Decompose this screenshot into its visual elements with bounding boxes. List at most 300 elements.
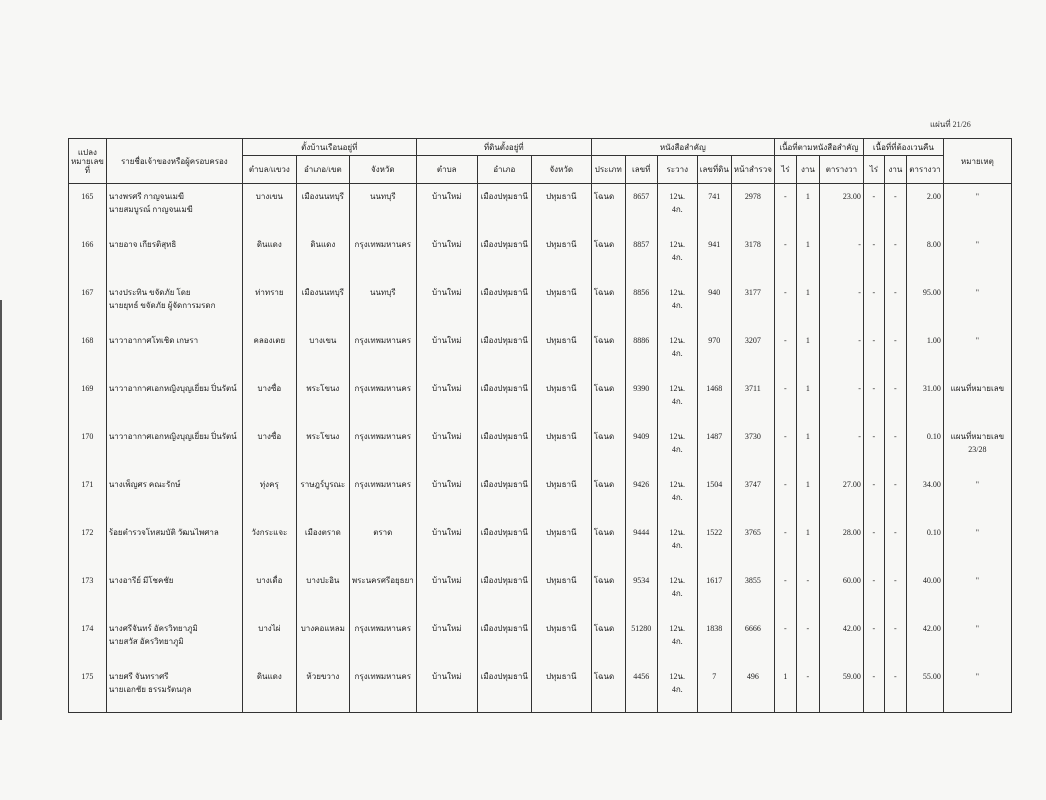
- cell-res-amphoe: เมืองนนทบุรี: [296, 280, 349, 328]
- cell-land-tambon: บ้านใหม่: [416, 184, 477, 233]
- cell-exp-rai: -: [863, 664, 884, 713]
- owner-line: นายสวัส อัครวิทยาภูมิ: [108, 637, 184, 646]
- cell-res-province: นนทบุรี: [349, 280, 416, 328]
- owner-line: นายสมบูรณ์ กาญจนเมฆี: [108, 205, 193, 214]
- cell-remark: [943, 472, 1011, 520]
- header-res-province: จังหวัด: [349, 156, 416, 184]
- cell-remark: [943, 376, 1011, 424]
- cell-land-no: 941: [697, 232, 731, 280]
- cell-survey: 3747: [731, 472, 774, 520]
- cell-rai: 1: [774, 664, 796, 713]
- cell-exp-rai: -: [863, 568, 884, 616]
- cell-res-tambon: บางเขน: [242, 184, 296, 233]
- header-area-expropriated: เนื้อที่ที่ต้องเวนคืน: [863, 139, 943, 156]
- cell-land-tambon: บ้านใหม่: [416, 232, 477, 280]
- cell-land-no: 940: [697, 280, 731, 328]
- sheet-line: 12น.: [669, 672, 685, 681]
- cell-rai: -: [774, 376, 796, 424]
- table-row: [69, 520, 1012, 568]
- sheet-line: 4ก.: [671, 205, 683, 214]
- owner-line: นางศรีจันทร์ อัครวิทยาภูมิ: [108, 624, 198, 633]
- cell-survey: 3177: [731, 280, 774, 328]
- cell-exp-rai: -: [863, 520, 884, 568]
- cell-owner: [106, 280, 242, 328]
- cell-res-tambon: ท่าทราย: [242, 280, 296, 328]
- cell-res-tambon: ทุ่งครุ: [242, 472, 296, 520]
- cell-owner: [106, 184, 242, 233]
- cell-ngan: -: [796, 616, 819, 664]
- cell-survey: 6666: [731, 616, 774, 664]
- cell-exp-ngan: -: [884, 184, 906, 233]
- sheet-line: 4ก.: [671, 493, 683, 502]
- cell-res-amphoe: ดินแดง: [296, 232, 349, 280]
- cell-exp-wa: 8.00: [906, 232, 943, 280]
- cell-survey: 3178: [731, 232, 774, 280]
- cell-exp-rai: -: [863, 616, 884, 664]
- cell-land-amphoe: เมืองปทุมธานี: [477, 376, 531, 424]
- cell-land-province: ปทุมธานี: [531, 280, 591, 328]
- cell-owner: [106, 328, 242, 376]
- owner-line: นางพรศรี กาญจนเมฆี: [108, 192, 184, 201]
- cell-exp-wa: 40.00: [906, 568, 943, 616]
- cell-exp-ngan: -: [884, 424, 906, 472]
- cell-sheet: [657, 520, 697, 568]
- cell-res-province: กรุงเทพมหานคร: [349, 472, 416, 520]
- cell-deed-no: 9534: [625, 568, 657, 616]
- cell-res-amphoe: ห้วยขวาง: [296, 664, 349, 713]
- cell-rai: -: [774, 424, 796, 472]
- expropriation-table: [68, 138, 1012, 713]
- cell-survey: 3711: [731, 376, 774, 424]
- cell-res-province: กรุงเทพมหานคร: [349, 424, 416, 472]
- cell-exp-ngan: -: [884, 232, 906, 280]
- cell-sheet: [657, 280, 697, 328]
- owner-line: ร้อยตำรวจโทสมบัติ วัฒนไพศาล: [108, 528, 219, 537]
- header-wa: ตารางวา: [819, 156, 863, 184]
- cell-wa: 59.00: [819, 664, 863, 713]
- remark-line: ": [975, 672, 980, 681]
- cell-land-no: 741: [697, 184, 731, 233]
- cell-exp-wa: 1.00: [906, 328, 943, 376]
- cell-remark: [943, 280, 1011, 328]
- sheet-line: 12น.: [669, 192, 685, 201]
- cell-ngan: 1: [796, 184, 819, 233]
- cell-res-tambon: บางเดื่อ: [242, 568, 296, 616]
- cell-ngan: -: [796, 664, 819, 713]
- owner-line: นายอาจ เกียรติสุทธิ: [108, 240, 177, 249]
- cell-exp-ngan: -: [884, 280, 906, 328]
- cell-deed-no: 8886: [625, 328, 657, 376]
- cell-plot-no: 166: [69, 232, 107, 280]
- cell-wa: 28.00: [819, 520, 863, 568]
- sheet-line: 4ก.: [671, 349, 683, 358]
- cell-res-amphoe: ราษฎร์บูรณะ: [296, 472, 349, 520]
- scan-edge: [0, 300, 2, 720]
- cell-wa: -: [819, 376, 863, 424]
- cell-deed-type: โฉนด: [591, 376, 625, 424]
- cell-res-amphoe: บางคอแหลม: [296, 616, 349, 664]
- cell-land-province: ปทุมธานี: [531, 616, 591, 664]
- sheet-line: 4ก.: [671, 445, 683, 454]
- cell-plot-no: 173: [69, 568, 107, 616]
- cell-deed-no: 8857: [625, 232, 657, 280]
- cell-deed-type: โฉนด: [591, 472, 625, 520]
- cell-remark: [943, 568, 1011, 616]
- cell-res-tambon: ดินแดง: [242, 664, 296, 713]
- cell-land-no: 1838: [697, 616, 731, 664]
- cell-sheet: [657, 328, 697, 376]
- remark-line: 23/28: [968, 445, 987, 454]
- cell-exp-wa: 95.00: [906, 280, 943, 328]
- header-rai: ไร่: [774, 156, 796, 184]
- cell-plot-no: 170: [69, 424, 107, 472]
- cell-plot-no: 175: [69, 664, 107, 713]
- table-row: [69, 424, 1012, 472]
- remark-line: ": [975, 288, 980, 297]
- cell-deed-type: โฉนด: [591, 520, 625, 568]
- cell-land-no: 970: [697, 328, 731, 376]
- cell-deed-no: 9390: [625, 376, 657, 424]
- remark-line: ": [975, 480, 980, 489]
- owner-line: นาวาอากาศโทเชิด เกษรา: [108, 336, 199, 345]
- cell-exp-wa: 34.00: [906, 472, 943, 520]
- cell-land-province: ปทุมธานี: [531, 664, 591, 713]
- cell-land-amphoe: เมืองปทุมธานี: [477, 520, 531, 568]
- table-row: [69, 280, 1012, 328]
- cell-wa: 42.00: [819, 616, 863, 664]
- cell-exp-wa: 0.10: [906, 424, 943, 472]
- cell-res-tambon: คลองเตย: [242, 328, 296, 376]
- remark-line: แผนที่หมายเลข: [950, 384, 1005, 393]
- cell-survey: 3207: [731, 328, 774, 376]
- cell-exp-rai: -: [863, 232, 884, 280]
- cell-land-tambon: บ้านใหม่: [416, 328, 477, 376]
- sheet-number: แผ่นที่ 21/26: [930, 120, 971, 129]
- owner-line: นางประทิน ขจัดภัย โดย: [108, 288, 191, 297]
- cell-land-tambon: บ้านใหม่: [416, 616, 477, 664]
- cell-survey: 2978: [731, 184, 774, 233]
- remark-line: แผนที่หมายเลข: [950, 432, 1005, 441]
- cell-rai: -: [774, 184, 796, 233]
- sheet-line: 12น.: [669, 576, 685, 585]
- remark-line: ": [975, 528, 980, 537]
- cell-res-province: กรุงเทพมหานคร: [349, 376, 416, 424]
- cell-land-no: 1522: [697, 520, 731, 568]
- cell-remark: [943, 424, 1011, 472]
- cell-owner: [106, 664, 242, 713]
- owner-line: นางอารีย์ มีโชคชัย: [108, 576, 174, 585]
- header-deed-type: ประเภท: [591, 156, 625, 184]
- table-row: [69, 568, 1012, 616]
- cell-survey: 3855: [731, 568, 774, 616]
- cell-rai: -: [774, 280, 796, 328]
- cell-land-amphoe: เมืองปทุมธานี: [477, 232, 531, 280]
- cell-sheet: [657, 568, 697, 616]
- cell-res-province: พระนครศรีอยุธยา: [349, 568, 416, 616]
- cell-deed-no: 8657: [625, 184, 657, 233]
- cell-remark: [943, 184, 1011, 233]
- cell-sheet: [657, 664, 697, 713]
- cell-sheet: [657, 376, 697, 424]
- cell-exp-ngan: -: [884, 616, 906, 664]
- header-survey: หน้าสำรวจ: [731, 156, 774, 184]
- cell-plot-no: 172: [69, 520, 107, 568]
- cell-res-province: กรุงเทพมหานคร: [349, 664, 416, 713]
- cell-land-amphoe: เมืองปทุมธานี: [477, 472, 531, 520]
- sheet-line: 4ก.: [671, 253, 683, 262]
- sheet-line: 4ก.: [671, 637, 683, 646]
- header-ngan: งาน: [796, 156, 819, 184]
- remark-line: ": [975, 240, 980, 249]
- cell-land-amphoe: เมืองปทุมธานี: [477, 280, 531, 328]
- header-deed-no: เลขที่: [625, 156, 657, 184]
- cell-land-province: ปทุมธานี: [531, 424, 591, 472]
- cell-rai: -: [774, 472, 796, 520]
- remark-line: ": [975, 192, 980, 201]
- cell-res-tambon: บางซื่อ: [242, 424, 296, 472]
- cell-owner: [106, 520, 242, 568]
- cell-land-no: 1617: [697, 568, 731, 616]
- cell-res-tambon: วังกระแจะ: [242, 520, 296, 568]
- cell-res-tambon: บางไผ่: [242, 616, 296, 664]
- cell-sheet: [657, 232, 697, 280]
- cell-wa: -: [819, 232, 863, 280]
- cell-rai: -: [774, 232, 796, 280]
- table-row: [69, 472, 1012, 520]
- remark-line: ": [975, 336, 980, 345]
- cell-land-no: 1504: [697, 472, 731, 520]
- cell-res-province: นนทบุรี: [349, 184, 416, 233]
- cell-deed-no: 9409: [625, 424, 657, 472]
- cell-res-amphoe: พระโขนง: [296, 376, 349, 424]
- table-row: [69, 376, 1012, 424]
- cell-deed-no: 9444: [625, 520, 657, 568]
- table-row: [69, 232, 1012, 280]
- cell-plot-no: 169: [69, 376, 107, 424]
- cell-remark: [943, 616, 1011, 664]
- cell-deed-type: โฉนด: [591, 424, 625, 472]
- cell-land-amphoe: เมืองปทุมธานี: [477, 328, 531, 376]
- header-exp-wa: ตารางวา: [906, 156, 943, 184]
- header-exp-ngan: งาน: [884, 156, 906, 184]
- cell-ngan: 1: [796, 520, 819, 568]
- cell-remark: [943, 664, 1011, 713]
- cell-plot-no: 165: [69, 184, 107, 233]
- cell-plot-no: 168: [69, 328, 107, 376]
- cell-sheet: [657, 424, 697, 472]
- cell-deed-type: โฉนด: [591, 280, 625, 328]
- cell-deed-no: 8856: [625, 280, 657, 328]
- header-land-province: จังหวัด: [531, 156, 591, 184]
- sheet-line: 12น.: [669, 240, 685, 249]
- cell-sheet: [657, 184, 697, 233]
- header-land-tambon: ตำบล: [416, 156, 477, 184]
- cell-wa: -: [819, 280, 863, 328]
- table-row: [69, 184, 1012, 233]
- cell-land-no: 1487: [697, 424, 731, 472]
- cell-ngan: 1: [796, 280, 819, 328]
- header-exp-rai: ไร่: [863, 156, 884, 184]
- cell-land-province: ปทุมธานี: [531, 232, 591, 280]
- cell-rai: -: [774, 568, 796, 616]
- cell-land-tambon: บ้านใหม่: [416, 520, 477, 568]
- owner-line: นายยุทธ์ ขจัดภัย ผู้จัดการมรดก: [108, 301, 216, 310]
- cell-survey: 3730: [731, 424, 774, 472]
- cell-land-tambon: บ้านใหม่: [416, 424, 477, 472]
- cell-ngan: 1: [796, 232, 819, 280]
- cell-survey: 496: [731, 664, 774, 713]
- owner-line: นายศรี จันทราศรี: [108, 672, 169, 681]
- cell-exp-rai: -: [863, 328, 884, 376]
- cell-rai: -: [774, 616, 796, 664]
- cell-land-province: ปทุมธานี: [531, 472, 591, 520]
- cell-exp-wa: 31.00: [906, 376, 943, 424]
- cell-res-tambon: ดินแดง: [242, 232, 296, 280]
- cell-res-province: ตราด: [349, 520, 416, 568]
- header-land-location: ที่ดินตั้งอยู่ที่: [416, 139, 591, 156]
- cell-land-tambon: บ้านใหม่: [416, 568, 477, 616]
- table-row: [69, 616, 1012, 664]
- cell-land-province: ปทุมธานี: [531, 184, 591, 233]
- remark-line: ": [975, 576, 980, 585]
- cell-res-amphoe: เมืองนนทบุรี: [296, 184, 349, 233]
- cell-exp-wa: 42.00: [906, 616, 943, 664]
- cell-owner: [106, 376, 242, 424]
- cell-deed-no: 4456: [625, 664, 657, 713]
- cell-exp-rai: -: [863, 184, 884, 233]
- cell-exp-rai: -: [863, 424, 884, 472]
- cell-land-amphoe: เมืองปทุมธานี: [477, 568, 531, 616]
- owner-line: นาวาอากาศเอกหญิงบุญเยี่ยม ปิ่นรัตน์: [108, 432, 237, 441]
- cell-exp-ngan: -: [884, 520, 906, 568]
- sheet-line: 12น.: [669, 624, 685, 633]
- sheet-line: 4ก.: [671, 685, 683, 694]
- cell-land-province: ปทุมธานี: [531, 568, 591, 616]
- cell-deed-type: โฉนด: [591, 664, 625, 713]
- table-body: [69, 184, 1012, 713]
- cell-exp-rai: -: [863, 280, 884, 328]
- cell-wa: 23.00: [819, 184, 863, 233]
- cell-plot-no: 174: [69, 616, 107, 664]
- header-plot-no: แปลงหมายเลขที่: [69, 139, 107, 184]
- sheet-line: 12น.: [669, 336, 685, 345]
- cell-rai: -: [774, 520, 796, 568]
- cell-res-amphoe: บางเขน: [296, 328, 349, 376]
- header-res-amphoe: อำเภอ/เขต: [296, 156, 349, 184]
- cell-exp-ngan: -: [884, 472, 906, 520]
- cell-res-province: กรุงเทพมหานคร: [349, 328, 416, 376]
- cell-deed-type: โฉนด: [591, 568, 625, 616]
- cell-remark: [943, 232, 1011, 280]
- cell-exp-ngan: -: [884, 664, 906, 713]
- cell-exp-wa: 55.00: [906, 664, 943, 713]
- cell-wa: -: [819, 424, 863, 472]
- cell-res-province: กรุงเทพมหานคร: [349, 232, 416, 280]
- owner-line: นายเอกชัย ธรรมรัตนกุล: [108, 685, 192, 694]
- table-row: [69, 328, 1012, 376]
- header-area-deed: เนื้อที่ตามหนังสือสำคัญ: [774, 139, 863, 156]
- sheet-line: 4ก.: [671, 301, 683, 310]
- cell-wa: -: [819, 328, 863, 376]
- cell-exp-ngan: -: [884, 328, 906, 376]
- header-residence: ตั้งบ้านเรือนอยู่ที่: [242, 139, 416, 156]
- sheet-line: 4ก.: [671, 397, 683, 406]
- cell-deed-no: 9426: [625, 472, 657, 520]
- cell-land-tambon: บ้านใหม่: [416, 664, 477, 713]
- cell-deed-type: โฉนด: [591, 616, 625, 664]
- cell-remark: [943, 328, 1011, 376]
- cell-res-amphoe: พระโขนง: [296, 424, 349, 472]
- cell-deed-type: โฉนด: [591, 328, 625, 376]
- cell-rai: -: [774, 328, 796, 376]
- cell-exp-ngan: -: [884, 568, 906, 616]
- cell-res-amphoe: บางปะอิน: [296, 568, 349, 616]
- header-land-no: เลขที่ดิน: [697, 156, 731, 184]
- cell-ngan: 1: [796, 424, 819, 472]
- header-land-amphoe: อำเภอ: [477, 156, 531, 184]
- cell-remark: [943, 520, 1011, 568]
- table-row: [69, 664, 1012, 713]
- sheet-line: 4ก.: [671, 541, 683, 550]
- cell-owner: [106, 616, 242, 664]
- cell-sheet: [657, 472, 697, 520]
- cell-exp-rai: -: [863, 472, 884, 520]
- cell-survey: 3765: [731, 520, 774, 568]
- owner-line: นางเพ็ญศร คณะรักษ์: [108, 480, 181, 489]
- cell-owner: [106, 472, 242, 520]
- header-deed: หนังสือสำคัญ: [591, 139, 774, 156]
- cell-owner: [106, 424, 242, 472]
- cell-exp-wa: 2.00: [906, 184, 943, 233]
- header-sheet: ระวาง: [657, 156, 697, 184]
- cell-land-province: ปทุมธานี: [531, 520, 591, 568]
- sheet-line: 12น.: [669, 384, 685, 393]
- cell-wa: 27.00: [819, 472, 863, 520]
- header-owner: รายชื่อเจ้าของหรือผู้ครอบครอง: [106, 139, 242, 184]
- cell-wa: 60.00: [819, 568, 863, 616]
- remark-line: ": [975, 624, 980, 633]
- cell-ngan: 1: [796, 376, 819, 424]
- cell-ngan: -: [796, 568, 819, 616]
- cell-res-amphoe: เมืองตราด: [296, 520, 349, 568]
- sheet-line: 4ก.: [671, 589, 683, 598]
- header-res-tambon: ตำบล/แขวง: [242, 156, 296, 184]
- cell-owner: [106, 232, 242, 280]
- cell-deed-type: โฉนด: [591, 232, 625, 280]
- sheet-line: 12น.: [669, 288, 685, 297]
- cell-res-province: กรุงเทพมหานคร: [349, 616, 416, 664]
- cell-land-amphoe: เมืองปทุมธานี: [477, 184, 531, 233]
- cell-land-tambon: บ้านใหม่: [416, 472, 477, 520]
- header-remark: หมายเหตุ: [943, 139, 1011, 184]
- cell-ngan: 1: [796, 328, 819, 376]
- cell-land-no: 1468: [697, 376, 731, 424]
- cell-land-tambon: บ้านใหม่: [416, 280, 477, 328]
- cell-land-province: ปทุมธานี: [531, 376, 591, 424]
- sheet-line: 12น.: [669, 432, 685, 441]
- cell-land-province: ปทุมธานี: [531, 328, 591, 376]
- cell-sheet: [657, 616, 697, 664]
- cell-land-tambon: บ้านใหม่: [416, 376, 477, 424]
- cell-plot-no: 171: [69, 472, 107, 520]
- cell-exp-rai: -: [863, 376, 884, 424]
- cell-exp-wa: 0.10: [906, 520, 943, 568]
- owner-line: นาวาอากาศเอกหญิงบุญเยี่ยม ปิ่นรัตน์: [108, 384, 237, 393]
- cell-plot-no: 167: [69, 280, 107, 328]
- cell-exp-ngan: -: [884, 376, 906, 424]
- cell-deed-type: โฉนด: [591, 184, 625, 233]
- sheet-line: 12น.: [669, 480, 685, 489]
